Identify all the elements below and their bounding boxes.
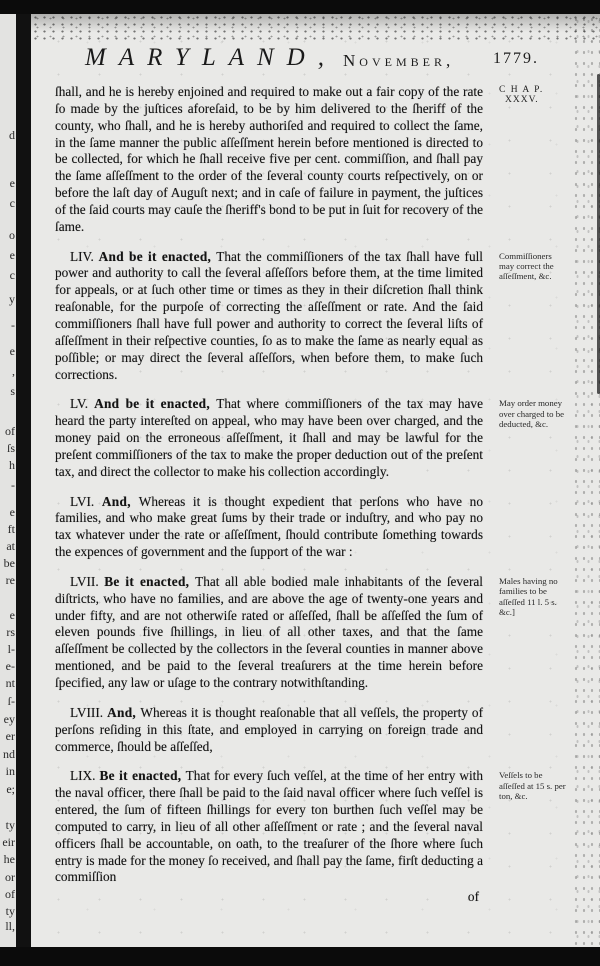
text-fragment: ll,	[5, 919, 15, 933]
text-fragment: ,	[12, 364, 15, 378]
text-fragment: of	[5, 424, 15, 438]
law-paragraph	[55, 494, 483, 561]
law-paragraph	[55, 84, 483, 236]
section-number: LIV.	[70, 248, 99, 264]
text-fragment: of	[5, 887, 15, 901]
paragraph-text: That for every ſuch veſſel, at the time of her entry with the naval officer, there ſhall be paid to the ſaid naval officer where ſuch veſſel is entered, the ſum of fifteen ſhillings for every ton burthen ſuch veſſel may be computed to carry, in lieu of all other aſſeſſment or rate ; and the ſeveral naval officers ſhall be accountable, on oath, to the treaſurer of the ſhore where ſuch entry is made for the money ſo received, and ſhall pay the ſame, firſt deducting a commiſſion	[55, 768, 483, 885]
paragraph-text: That where commiſſioners of the tax may have heard the party intereſted on appeal, who may have been over charged, and the money paid on the erroneous aſſeſſment, it ſhall and may be lawful for the preſent commiſſioners of the tax to make the proper deduction out of the preſent tax, and direct the collector to make his collection accordingly.	[55, 396, 483, 479]
page-title: MARYLAND,	[85, 44, 337, 71]
text-fragment: eir	[2, 835, 15, 849]
text-fragment: nd	[3, 747, 15, 761]
page-top-edge-noise	[31, 14, 600, 40]
text-fragment: ey	[3, 712, 15, 726]
text-fragment: -	[11, 318, 15, 332]
text-fragment: e	[9, 248, 15, 262]
text-fragment: c	[9, 196, 15, 210]
law-paragraph	[55, 396, 565, 480]
paragraph-text: ſhall, and he is hereby enjoined and required to make out a fair copy of the rate ſo made by the juſtices aforeſaid, to be by him delivered to the ſheriff of the county, who ſhall, and he is hereby authoriſed and required to collect the ſame, in the ſame manner the public aſſeſſment herein before mentioned is directed to be collected, for which he ſhall receive five per cent. commiſſion, and ſhall pay the ſame aſſeſſment to the order of the ſeveral county courts reſpectively, on or before the laſt day of Auguſt next; and in caſe of failure in payment, the juſtices of the ſaid courts may cauſe the ſheriff's bond to be put in ſuit for recovery of the ſame.	[55, 84, 483, 234]
text-fragment: h	[9, 458, 15, 472]
section-number: LV.	[70, 396, 95, 412]
margin-note: May order money over charged to be deducted, &c.	[499, 398, 565, 429]
margin-note: Commiſſioners may correct the aſſeſſment, &c.	[499, 250, 554, 282]
text-fragment: he	[3, 852, 15, 866]
text-fragment: e;	[6, 782, 15, 796]
text-fragment: e	[9, 608, 15, 622]
section-number: LVII.	[70, 573, 105, 589]
law-paragraph	[55, 705, 483, 756]
section-number: LIX.	[70, 768, 100, 784]
enacting-clause: Be it enacted,	[99, 768, 186, 784]
law-paragraph	[55, 248, 554, 384]
text-fragment: ft	[7, 522, 15, 536]
text-fragment: e-	[5, 659, 15, 673]
text-fragment: ty	[5, 904, 15, 918]
text-fragment: or	[5, 870, 15, 884]
chapter-number: XXXV.	[505, 95, 539, 105]
text-fragment: rs	[6, 625, 15, 639]
law-paragraph	[55, 768, 566, 886]
running-header	[31, 44, 600, 78]
text-fragment: re	[5, 573, 15, 587]
text-fragment: o	[9, 228, 15, 242]
law-paragraph	[55, 573, 558, 692]
scan-bottom-border	[0, 947, 600, 966]
text-fragment: d	[9, 128, 15, 142]
chapter-margin-note	[499, 85, 569, 105]
section-number: LVIII.	[70, 704, 108, 720]
paragraph-text: Whereas it is thought expedient that perſons who have no families, and who make great ſums by their trade or induſtry, and who pay no tax whatever under the rate or aſſeſſment, ſhould contribute ſomething towards the expences of government and the ſupport of the war :	[55, 493, 483, 560]
text-fragment: ty	[5, 818, 15, 832]
text-fragment: e	[9, 344, 15, 358]
facing-page-fragments	[0, 14, 16, 948]
page-right-edge-noise	[572, 14, 600, 948]
text-fragment: e	[9, 176, 15, 190]
text-fragment: er	[5, 729, 15, 743]
paragraph-text: That the commiſſioners of the tax ſhall have full power and authority to call the ſeveral aſſeſſors before them, at the time limited for appeals, or at ſuch other time or times as they in their diſcretion ſhall think reaſonable, for the purpoſe of correcting the aſſeſſment or rate. And the ſaid commiſſioners ſhall have full power and authority to correct the ſeveral liſts of aſſeſſment in their reſpective counties, ſo as to make the ſame as nearly equal as poſſible; or may direct the ſeveral aſſeſſors, when before them, to make ſuch corrections.	[55, 248, 483, 382]
text-fragment: ſ-	[7, 694, 15, 708]
binding-gutter-shadow	[16, 0, 31, 966]
section-number: LVI.	[70, 493, 102, 509]
page	[31, 14, 600, 948]
header-month: November,	[343, 51, 455, 70]
text-fragment: s	[10, 384, 15, 398]
enacting-clause: And be it enacted,	[94, 396, 217, 412]
enacting-clause: And be it enacted,	[98, 248, 217, 264]
enacting-clause: And,	[101, 493, 139, 509]
text-fragment: y	[9, 292, 15, 306]
text-fragment: at	[6, 539, 15, 553]
paragraph-text: That all able bodied male inhabitants of the ſeveral diſtricts, who have no families, and are above the age of twenty-one years and under fifty, and are not otherwiſe rated or aſſeſſed, ſhall be aſſeſſed the ſum of eleven pounds five ſhillings, in lieu of all other taxes, and that the ſame aſſeſſment be collected by the collectors in the ſeveral counties in manner above mentioned, and be paid to the ſeveral treaſurers at the time herein before ſpecified, any law or uſage to the contrary notwithſtanding.	[55, 573, 483, 690]
enacting-clause: Be it enacted,	[104, 573, 196, 589]
text-fragment: be	[3, 556, 15, 570]
text-fragment: c	[9, 268, 15, 282]
chapter-label: C H A P.	[499, 85, 544, 95]
header-year: 1779.	[493, 50, 539, 67]
text-fragment: in	[5, 764, 15, 778]
enacting-clause: And,	[107, 704, 141, 720]
margin-note: Males having no families to be aſſeſſed 11 l. 5 s. &c.]	[499, 575, 558, 617]
scan-top-border	[0, 0, 600, 14]
text-fragment: l-	[7, 642, 15, 656]
paragraph-text: Whereas it is thought reaſonable that all veſſels, the property of perſons reſiding in this ſtate, and employed in carrying on foreign trade and commerce, ſhould be aſſeſſed,	[55, 704, 484, 754]
margin-note: Veſſels to be aſſeſſed at 15 s. per ton, &c.	[499, 770, 566, 801]
text-fragment: nt	[5, 676, 15, 690]
catchword: of	[467, 889, 479, 905]
text-fragment: -	[11, 478, 15, 492]
text-fragment: e	[9, 505, 15, 519]
text-fragment: ſs	[6, 441, 15, 455]
